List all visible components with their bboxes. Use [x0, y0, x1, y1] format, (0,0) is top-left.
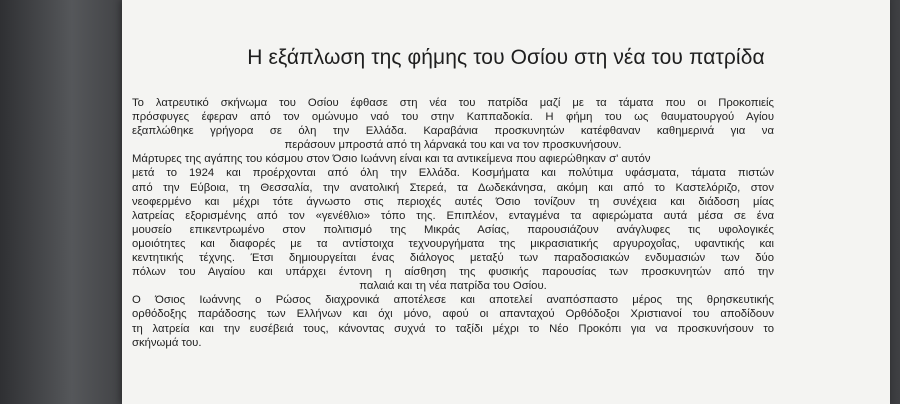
panel-text-line: ομοιότητες και διαφορές με τα αντίστοιχα τεχνουργήματα της μικρασιατικής αργυροχοΐας, υφαντικής και — [132, 237, 774, 250]
panel-text-line: πρόσφυγες έφεραν από τον ομώνυμο ναό του στην Καππαδοκία. Η φήμη του ως θαυματουργού Αγίου — [132, 111, 774, 124]
panel-text-line: από την Εύβοια, τη Θεσσαλία, την ανατολική Στερεά, τα Δωδεκάνησα, ακόμη και από το Καστελόριζο, στον — [132, 181, 774, 194]
panel-text-line: Ο Όσιος Ιωάννης ο Ρώσος διαχρονικά αποτέλεσε και αποτελεί αναπόσπαστο μέρος της θρησκευτικής — [132, 294, 774, 307]
panel-title: Η εξάπλωση της φήμης του Οσίου στη νέα του πατρίδα — [247, 46, 765, 69]
panel-text-line: ορθόδοξης παράδοσης των Ελλήνων και όχι μόνο, αφού οι απανταχού Ορθόδοξοι Χριστιανοί του αποδίδουν — [132, 308, 774, 321]
panel-text-line: μετά το 1924 και προέρχονται από όλη την Ελλάδα. Κοσμήματα και πολύτιμα υφάσματα, τάματα πιστών — [132, 167, 774, 180]
panel-text-line: τη λατρεία και την ευσέβειά τους, κάνοντας συχνά το ταξίδι μέχρι το Νέο Προκόπι για να προσκυνήσουν το — [132, 322, 774, 335]
panel-text-line: εξαπλώθηκε γρήγορα σε όλη την Ελλάδα. Καραβάνια προσκυνητών κατέφθαναν καθημερινά για να — [132, 125, 774, 138]
panel-text-line: Μάρτυρες της αγάπης του κόσμου στον Όσιο Ιωάννη είναι και τα αντικείμενα που αφιερώθηκαν σ' αυτόν — [132, 153, 651, 166]
panel-text-line: κεντητικής τέχνης. Έτσι δημιουργείται ένας διάλογος μεταξύ των παραδοσιακών ενδυμασιών των δύο — [132, 252, 774, 265]
panel-text-line: λατρείας εξορισμένης από τον «γενέθλιο» τόπο της. Επιπλέον, ενταγμένα τα αφιερώματα αυτά μέσα σε ένα — [132, 209, 774, 222]
panel-text-line: πόλων του Αιγαίου και υπάρχει έντονη η αίσθηση της φυσικής παρουσίας των προσκυνητών από την — [132, 266, 774, 279]
panel-body-text — [132, 96, 774, 350]
panel-text-line: σκήνωμά του. — [132, 336, 202, 349]
panel-text-line: μουσείο επικεντρωμένο στον πολιτισμό της Μικράς Ασίας, παρουσιάζουν ανάγλυφες τις υφολογικές — [132, 223, 774, 236]
panel-text-line: νεοφερμένο και μέχρι τότε άγνωστο στις περιοχές αυτές Όσιο τονίζουν τη συνέχεια και διάδοση μίας — [132, 195, 774, 208]
exhibit-text-panel — [122, 0, 890, 404]
panel-text-line: Το λατρευτικό σκήνωμα του Οσίου έφθασε στη νέα του πατρίδα μαζί με τα τάματα που οι Προκοπιείς — [132, 97, 774, 109]
panel-text-line: περάσουν μπροστά από τη λάρνακά του και να τον προσκυνήσουν. — [284, 139, 622, 152]
panel-text-line: παλαιά και τη νέα πατρίδα του Οσίου. — [359, 280, 547, 293]
